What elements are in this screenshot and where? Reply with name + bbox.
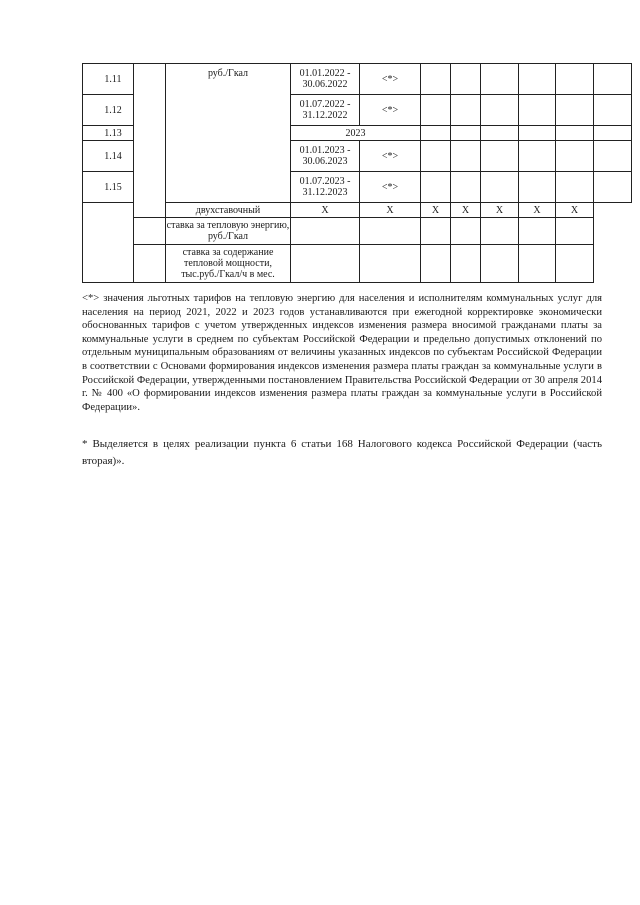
footnote-tariff: [82, 292, 602, 414]
row-number: 1.14: [83, 141, 134, 172]
tariff-mark: <*>: [360, 95, 421, 126]
unit-cell: руб./Гкал: [166, 64, 291, 203]
x-mark: Х: [556, 203, 594, 218]
tariff-mark: <*>: [360, 64, 421, 95]
year-cell: 2023: [291, 126, 421, 141]
x-mark: Х: [481, 203, 519, 218]
row-number: 1.13: [83, 126, 134, 141]
x-mark: Х: [421, 203, 451, 218]
row-number: 1.12: [83, 95, 134, 126]
x-mark: Х: [360, 203, 421, 218]
rate-capacity-label: ставка за содержание тепловой мощности, тыс.руб./Гкал/ч в мес.: [166, 245, 291, 283]
table-row: [83, 245, 632, 283]
period-cell: 01.01.2022 - 30.06.2022: [291, 64, 360, 95]
rate-energy-label: ставка за тепловую энергию, руб./Гкал: [166, 218, 291, 245]
footnote-vat-text: * Выделяется в целях реализации пункта 6 статьи 168 Налогового кодекса Российской Федерации (часть вторая)».: [82, 438, 602, 467]
empty-cell: [134, 218, 166, 245]
tariff-mark: <*>: [360, 172, 421, 203]
period-cell: 01.01.2023 - 30.06.2023: [291, 141, 360, 172]
period-cell: 01.07.2022 - 31.12.2022: [291, 95, 360, 126]
empty-cell: [83, 203, 134, 283]
two-part-label: двухставочный: [166, 203, 291, 218]
empty-cell: [134, 245, 166, 283]
x-mark: Х: [519, 203, 556, 218]
table-row: [83, 64, 632, 95]
x-mark: Х: [291, 203, 360, 218]
table-row: [83, 218, 632, 245]
tariff-mark: <*>: [360, 141, 421, 172]
row-number: 1.15: [83, 172, 134, 203]
period-cell: 01.07.2023 - 31.12.2023: [291, 172, 360, 203]
empty-cell: [134, 64, 166, 218]
x-mark: Х: [451, 203, 481, 218]
footnote-text: <*> значения льготных тарифов на тепловую энергию для населения и исполнителям коммунальных услуг для населения на период 2021, 2022 и 2023 годов устанавливаются при ежегодной корректировке экономически обоснованных тарифов с учетом утвержденных индексов изменения размера вносимой гражданами платы за коммунальные услуги в среднем по субъектам Российской Федерации и предельно допустимых отклонений по отдельным муниципальным образованиям от величины указанных индексов по субъектам Российской Федерации в соответствии с Основами формирования индексов изменения размера платы граждан за коммунальные услуги в Российской Федерации, утвержденными постановлением Правительства Российской Федерации от 30 апреля 2014 г. № 400 «О формировании индексов изменения размера платы граждан за коммунальные услуги в Российской Федерации».: [82, 293, 602, 413]
tariff-table: [82, 63, 632, 283]
row-number: 1.11: [83, 64, 134, 95]
footnote-vat: [82, 436, 602, 470]
table-row: [83, 203, 632, 218]
